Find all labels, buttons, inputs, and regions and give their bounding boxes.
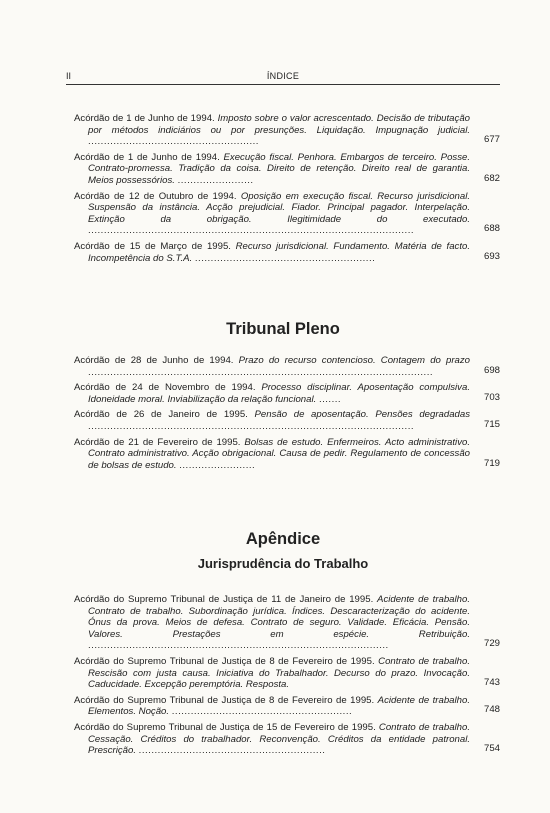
- entry-page-number: 677: [483, 134, 500, 146]
- dot-leader: .......................................................................................................: [88, 420, 415, 432]
- dot-leader: ......................................................: [88, 136, 259, 148]
- entry-lead: Acórdão do Supremo Tribunal de Justiça de 8 de Fevereiro de 1995.: [74, 694, 375, 706]
- index-entry: [74, 152, 500, 187]
- entry-lead: Acórdão de 21 de Fevereiro de 1995.: [74, 436, 241, 448]
- index-entry: [74, 722, 500, 757]
- entry-subject: Contrato de trabalho. Rescisão com justa causa. Iniciativa do Trabalhador. Decurso do prazo. Invocação. Caducidade. Excepção peremptória. Resposta.: [88, 655, 470, 691]
- dot-leader: .........................................................: [194, 252, 376, 264]
- index-entry: [74, 594, 500, 652]
- index-entry: [74, 437, 500, 472]
- entry-lead: Acórdão do Supremo Tribunal de Justiça de 8 de Fevereiro de 1995.: [74, 655, 375, 667]
- section-subheading-jurisprudencia: Jurisprudência do Trabalho: [197, 556, 369, 571]
- dot-leader: ...........................................................: [138, 745, 326, 757]
- entry-page-number: 748: [483, 704, 500, 716]
- dot-leader: .......................................................................................................: [88, 225, 415, 237]
- entry-lead: Acórdão de 28 de Junho de 1994.: [74, 355, 234, 366]
- dot-leader: ........................: [179, 459, 256, 471]
- entry-lead: Acórdão de 1 de Junho de 1994.: [74, 113, 215, 124]
- entry-page-number: 698: [483, 364, 500, 376]
- index-section-2: [74, 355, 500, 475]
- entry-page-number: 688: [483, 223, 500, 235]
- entry-page-number: 754: [483, 743, 500, 755]
- section-heading-apendice: Apêndice: [245, 530, 321, 548]
- entry-lead: Acórdão de 24 de Novembro de 1994.: [74, 382, 256, 394]
- entry-lead: Acórdão do Supremo Tribunal de Justiça de 11 de Janeiro de 1995.: [74, 594, 374, 605]
- entry-subject: Imposto sobre o valor acrescentado. Decisão de tributação por métodos indiciários ou por presunções. Liquidação. Impugnação judicial.: [88, 113, 470, 136]
- section-heading-tribunal-pleno: Tribunal Pleno: [226, 320, 340, 338]
- entry-page-number: 703: [483, 391, 500, 403]
- running-head: [66, 68, 500, 85]
- index-entry: [74, 382, 500, 405]
- dot-leader: .............................................................................................................: [88, 366, 434, 378]
- entry-page-number: 693: [483, 250, 500, 262]
- entry-lead: Acórdão de 12 de Outubro de 1994.: [74, 190, 237, 202]
- entry-lead: Acórdão de 15 de Março de 1995.: [74, 240, 231, 252]
- index-section-3: [74, 594, 500, 761]
- entry-lead: Acórdão de 1 de Junho de 1994.: [74, 151, 220, 163]
- entry-subject: Oposição em execução fiscal. Recurso jurisdicional. Suspensão da instância. Acção prejudicial. Fiador. Principal pagador. Interpelação. Extinção da obrigação. Ilegitimidade do executado.: [88, 190, 470, 225]
- entry-page-number: 729: [483, 638, 500, 650]
- index-section-1: [74, 113, 500, 268]
- dot-leader: ...............................................................................................: [88, 640, 389, 652]
- running-title: ÍNDICE: [266, 71, 300, 81]
- index-entry: [74, 191, 500, 237]
- entry-page-number: 719: [483, 457, 500, 469]
- index-entry: [74, 409, 500, 432]
- dot-leader: .......: [318, 393, 342, 405]
- entry-page-number: 715: [483, 418, 500, 430]
- entry-subject: Acidente de trabalho. Contrato de trabalho. Subordinação jurídica. Índices. Descaracterização do acidente. Ónus da prova. Meios de defesa. Contrato de seguro. Validade. Eficácia. Pensão. Valores. Prestações em espécie. Retribuição.: [88, 594, 470, 640]
- entry-subject: Pensão de aposentação. Pensões degradadas: [254, 409, 471, 421]
- entry-page-number: 682: [483, 172, 500, 184]
- entry-lead: Acórdão do Supremo Tribunal de Justiça de 15 de Fevereiro de 1995.: [74, 721, 376, 733]
- dot-leader: .........................................................: [171, 706, 353, 718]
- entry-subject: Contrato de trabalho. Cessação. Créditos do trabalhador. Reconvenção. Créditos da entidade patronal. Prescrição.: [88, 721, 471, 757]
- dot-leader: ........................: [177, 174, 254, 186]
- entry-subject: Acidente de trabalho. Elementos. Noção.: [88, 694, 470, 718]
- entry-subject: Bolsas de estudo. Enfermeiros. Acto administrativo. Contrato administrativo. Acção obrigacional. Causa de pedir. Regulamento de concessão de bolsas de estudo.: [88, 436, 470, 471]
- entry-subject: Execução fiscal. Penhora. Embargos de terceiro. Posse. Contrato-promessa. Tradição da coisa. Direito de retenção. Direito real de garantia. Meios possessórios.: [88, 151, 471, 186]
- index-entry: [74, 355, 500, 378]
- index-entry: [74, 113, 500, 148]
- entry-page-number: 743: [483, 677, 500, 689]
- index-entry: [74, 695, 500, 718]
- page-number: II: [66, 71, 72, 81]
- index-entry: [74, 656, 500, 691]
- entry-subject: Prazo do recurso contencioso. Contagem do prazo: [238, 355, 471, 366]
- entry-subject: Processo disciplinar. Aposentação compulsiva. Idoneidade moral. Inviabilização da relação funcional.: [88, 382, 470, 405]
- entry-subject: Recurso jurisdicional. Fundamento. Matéria de facto. Incompetência do S.T.A.: [88, 240, 471, 264]
- entry-lead: Acórdão de 26 de Janeiro de 1995.: [74, 409, 248, 421]
- index-entry: [74, 241, 500, 264]
